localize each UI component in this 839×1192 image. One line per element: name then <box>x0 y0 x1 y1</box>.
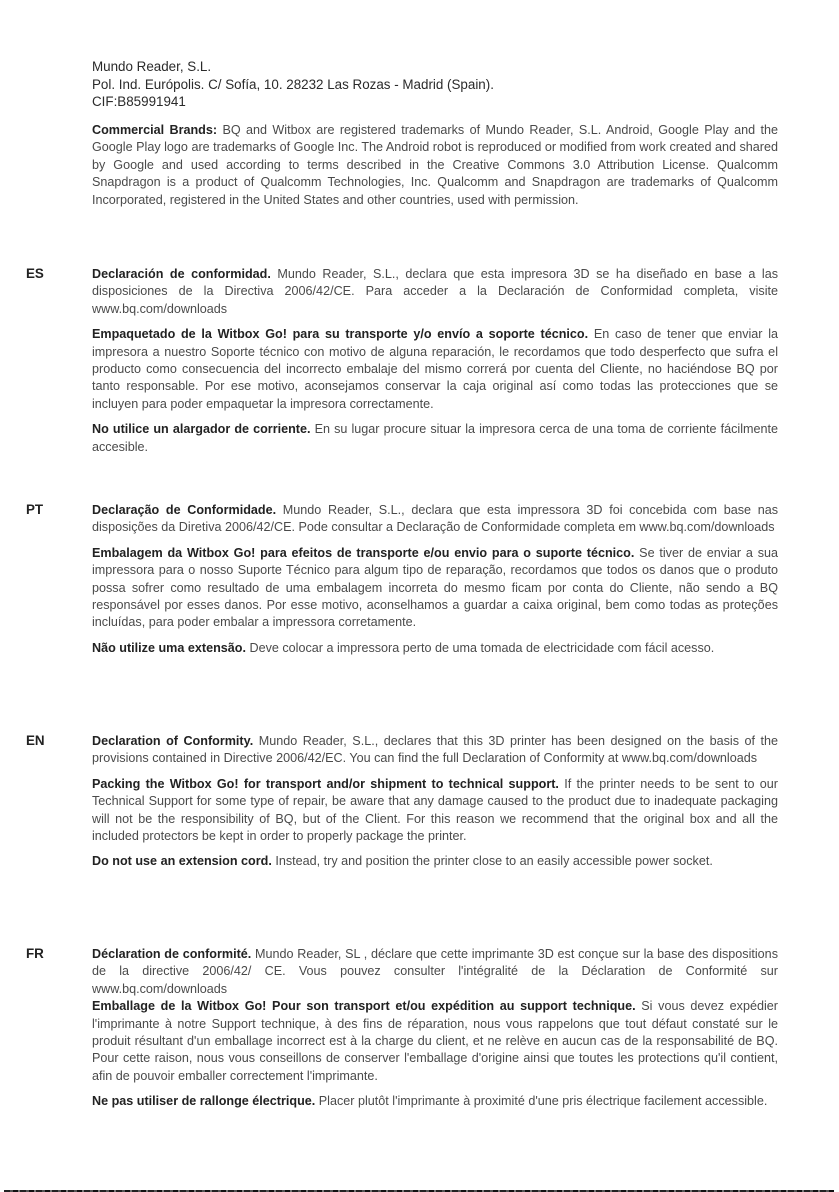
paragraph-text: Placer plutôt l'imprimante à proximité d'une pris électrique facilement accessible. <box>315 1094 768 1109</box>
declaration-paragraph <box>92 946 778 998</box>
paragraph-heading: Declaration of Conformity. <box>92 734 254 748</box>
paragraph-text: Mundo Reader, S.L., declares that this 3D printer has been designed on the basis of the provisions contained in Directive 2006/42/EC. You can find the full Declaration of Conformity at www.bq.com/downloads <box>92 734 778 766</box>
brands-text: BQ and Witbox are registered trademarks of Mundo Reader, S.L. Android, Google Play and the Google Play logo are trademarks of Google Inc. The Android robot is reproduced or modified from work created and shared by Google and used according to terms described in the Creative Commons 3.0 Attribution License. Qualcomm Snapdragon is a product of Qualcomm Technologies, Inc. Qualcomm and Snapdragon are trademarks of Qualcomm Incorporated, registered in the United States and other countries, used with permission. <box>92 123 778 207</box>
paragraph-heading: Packing the Witbox Go! for transport and/or shipment to technical support. <box>92 776 559 791</box>
packing-paragraph <box>92 545 778 632</box>
brands-label: Commercial Brands: <box>92 123 218 137</box>
paragraph-heading: Do not use an extension cord. <box>92 854 272 869</box>
language-code: EN <box>26 733 45 748</box>
extension-paragraph <box>92 640 778 657</box>
company-name: Mundo Reader, S.L. <box>92 59 212 74</box>
paragraph-heading: Embalagem da Witbox Go! para efeitos de transporte e/ou envio para o suporte técnico. <box>92 545 635 560</box>
language-code: PT <box>26 502 44 517</box>
company-cif: CIF:B85991941 <box>92 94 186 109</box>
paragraph-text: En caso de tener que enviar la impresora a nuestro Soporte técnico con motivo de alguna reparación, le recordamos que todo desperfecto que sufra el producto como consecuencia del incorrecto embalaje del mismo correrá por cuenta del Cliente, no haciéndose BQ por tanto responsable. Por ese motivo, aconsejamos conservar la caja original así como todas las protecciones que se incluyen para poder empaquetar la impresora correctamente. <box>92 327 779 411</box>
paragraph-heading: Déclaration de conformité. <box>92 947 252 961</box>
paragraph-heading: Empaquetado de la Witbox Go! para su transporte y/o envío a soporte técnico. <box>92 327 589 342</box>
section-pt <box>26 502 778 657</box>
declaration-paragraph <box>92 266 778 318</box>
packing-paragraph <box>92 326 778 413</box>
paragraph-heading: No utilice un alargador de corriente. <box>92 422 311 437</box>
paragraph-text: En su lugar procure situar la impresora cerca de una toma de corriente fácilmente accesible. <box>92 422 778 454</box>
paragraph-heading: Declaração de Conformidade. <box>92 503 277 517</box>
paragraph-text: Mundo Reader, S.L., declara que esta impressora 3D foi concebida com base nas disposições da Diretiva 2006/42/CE. Pode consultar a Declaração de Conformidade completa em www.bq.com/downloads <box>92 503 779 535</box>
section-es <box>26 266 778 456</box>
brands-paragraph <box>92 122 778 209</box>
paragraph-text: Si vous devez expédier l'imprimante à notre Support technique, à des fins de réparation, nous vous rappelons que tout défaut constaté sur le produit résultant d'un emballage incorrect est à la charge du client, et ne relève en aucun cas de la responsabilité de BQ. Pour cette raison, nous vous conseillons de conserver l'emballage d'origine ainsi que toutes les protections qu'il contient, afin de pouvoir emballer correctement l'imprimante. <box>92 999 778 1083</box>
paragraph-text: Deve colocar a impressora perto de uma tomada de electricidade com fácil acesso. <box>245 640 715 655</box>
extension-paragraph <box>92 853 778 870</box>
language-code: FR <box>26 946 44 961</box>
paragraph-text: If the printer needs to be sent to our Technical Support for some type of repair, be aware that any damage caused to the product due to inadequate packaging will not be the responsibility of BQ, but of the Client. For this reason we recommend that the original box and all the included protectors be kept in order to properly package the printer. <box>92 776 778 844</box>
packing-paragraph <box>92 776 778 846</box>
paragraph-text: Mundo Reader, S.L., declara que esta impresora 3D se ha diseñado en base a las disposiciones de la Directiva 2006/42/CE. Para acceder a la Declaración de Conformidad completa, visite www.bq.com/downloads <box>92 267 779 316</box>
paragraph-heading: Declaración de conformidad. <box>92 267 271 281</box>
paragraph-heading: Ne pas utiliser de rallonge électrique. <box>92 1094 316 1109</box>
extension-paragraph <box>92 1093 778 1110</box>
paragraph-text: Se tiver de enviar a sua impressora para o nosso Suporte Técnico para algum tipo de reparação, recordamos que todos os danos que o produto possa sofrer como resultado de uma embalagem incorreta do mesmo ficam por conta do Cliente, não sendo a BQ responsável por esses danos. Por esse motivo, aconselhamos a guardar a caixa original, bem como todas as proteções incluídas, para poder embalar a impressora corretamente. <box>92 545 778 630</box>
extension-paragraph <box>92 421 778 456</box>
declaration-paragraph <box>92 733 778 768</box>
packing-paragraph <box>92 998 778 1085</box>
commercial-brands <box>92 122 778 209</box>
company-header <box>92 58 778 111</box>
section-en <box>26 733 778 871</box>
paragraph-heading: Não utilize uma extensão. <box>92 640 246 655</box>
paragraph-text: Mundo Reader, SL , déclare que cette imprimante 3D est conçue sur la base des dispositions de la directive 2006/42/ CE. Vous pouvez consulter l'intégralité de la Déclaration de Conformité sur www.bq.com/downloads <box>92 947 778 996</box>
company-address: Pol. Ind. Európolis. C/ Sofía, 10. 28232 Las Rozas - Madrid (Spain). <box>92 76 494 92</box>
declaration-paragraph <box>92 502 778 537</box>
paragraph-text: Instead, try and position the printer close to an easily accessible power socket. <box>271 854 713 869</box>
paragraph-heading: Emballage de la Witbox Go! Pour son transport et/ou expédition au support technique. <box>92 999 636 1014</box>
language-code: ES <box>26 266 44 281</box>
section-fr <box>26 946 778 1111</box>
